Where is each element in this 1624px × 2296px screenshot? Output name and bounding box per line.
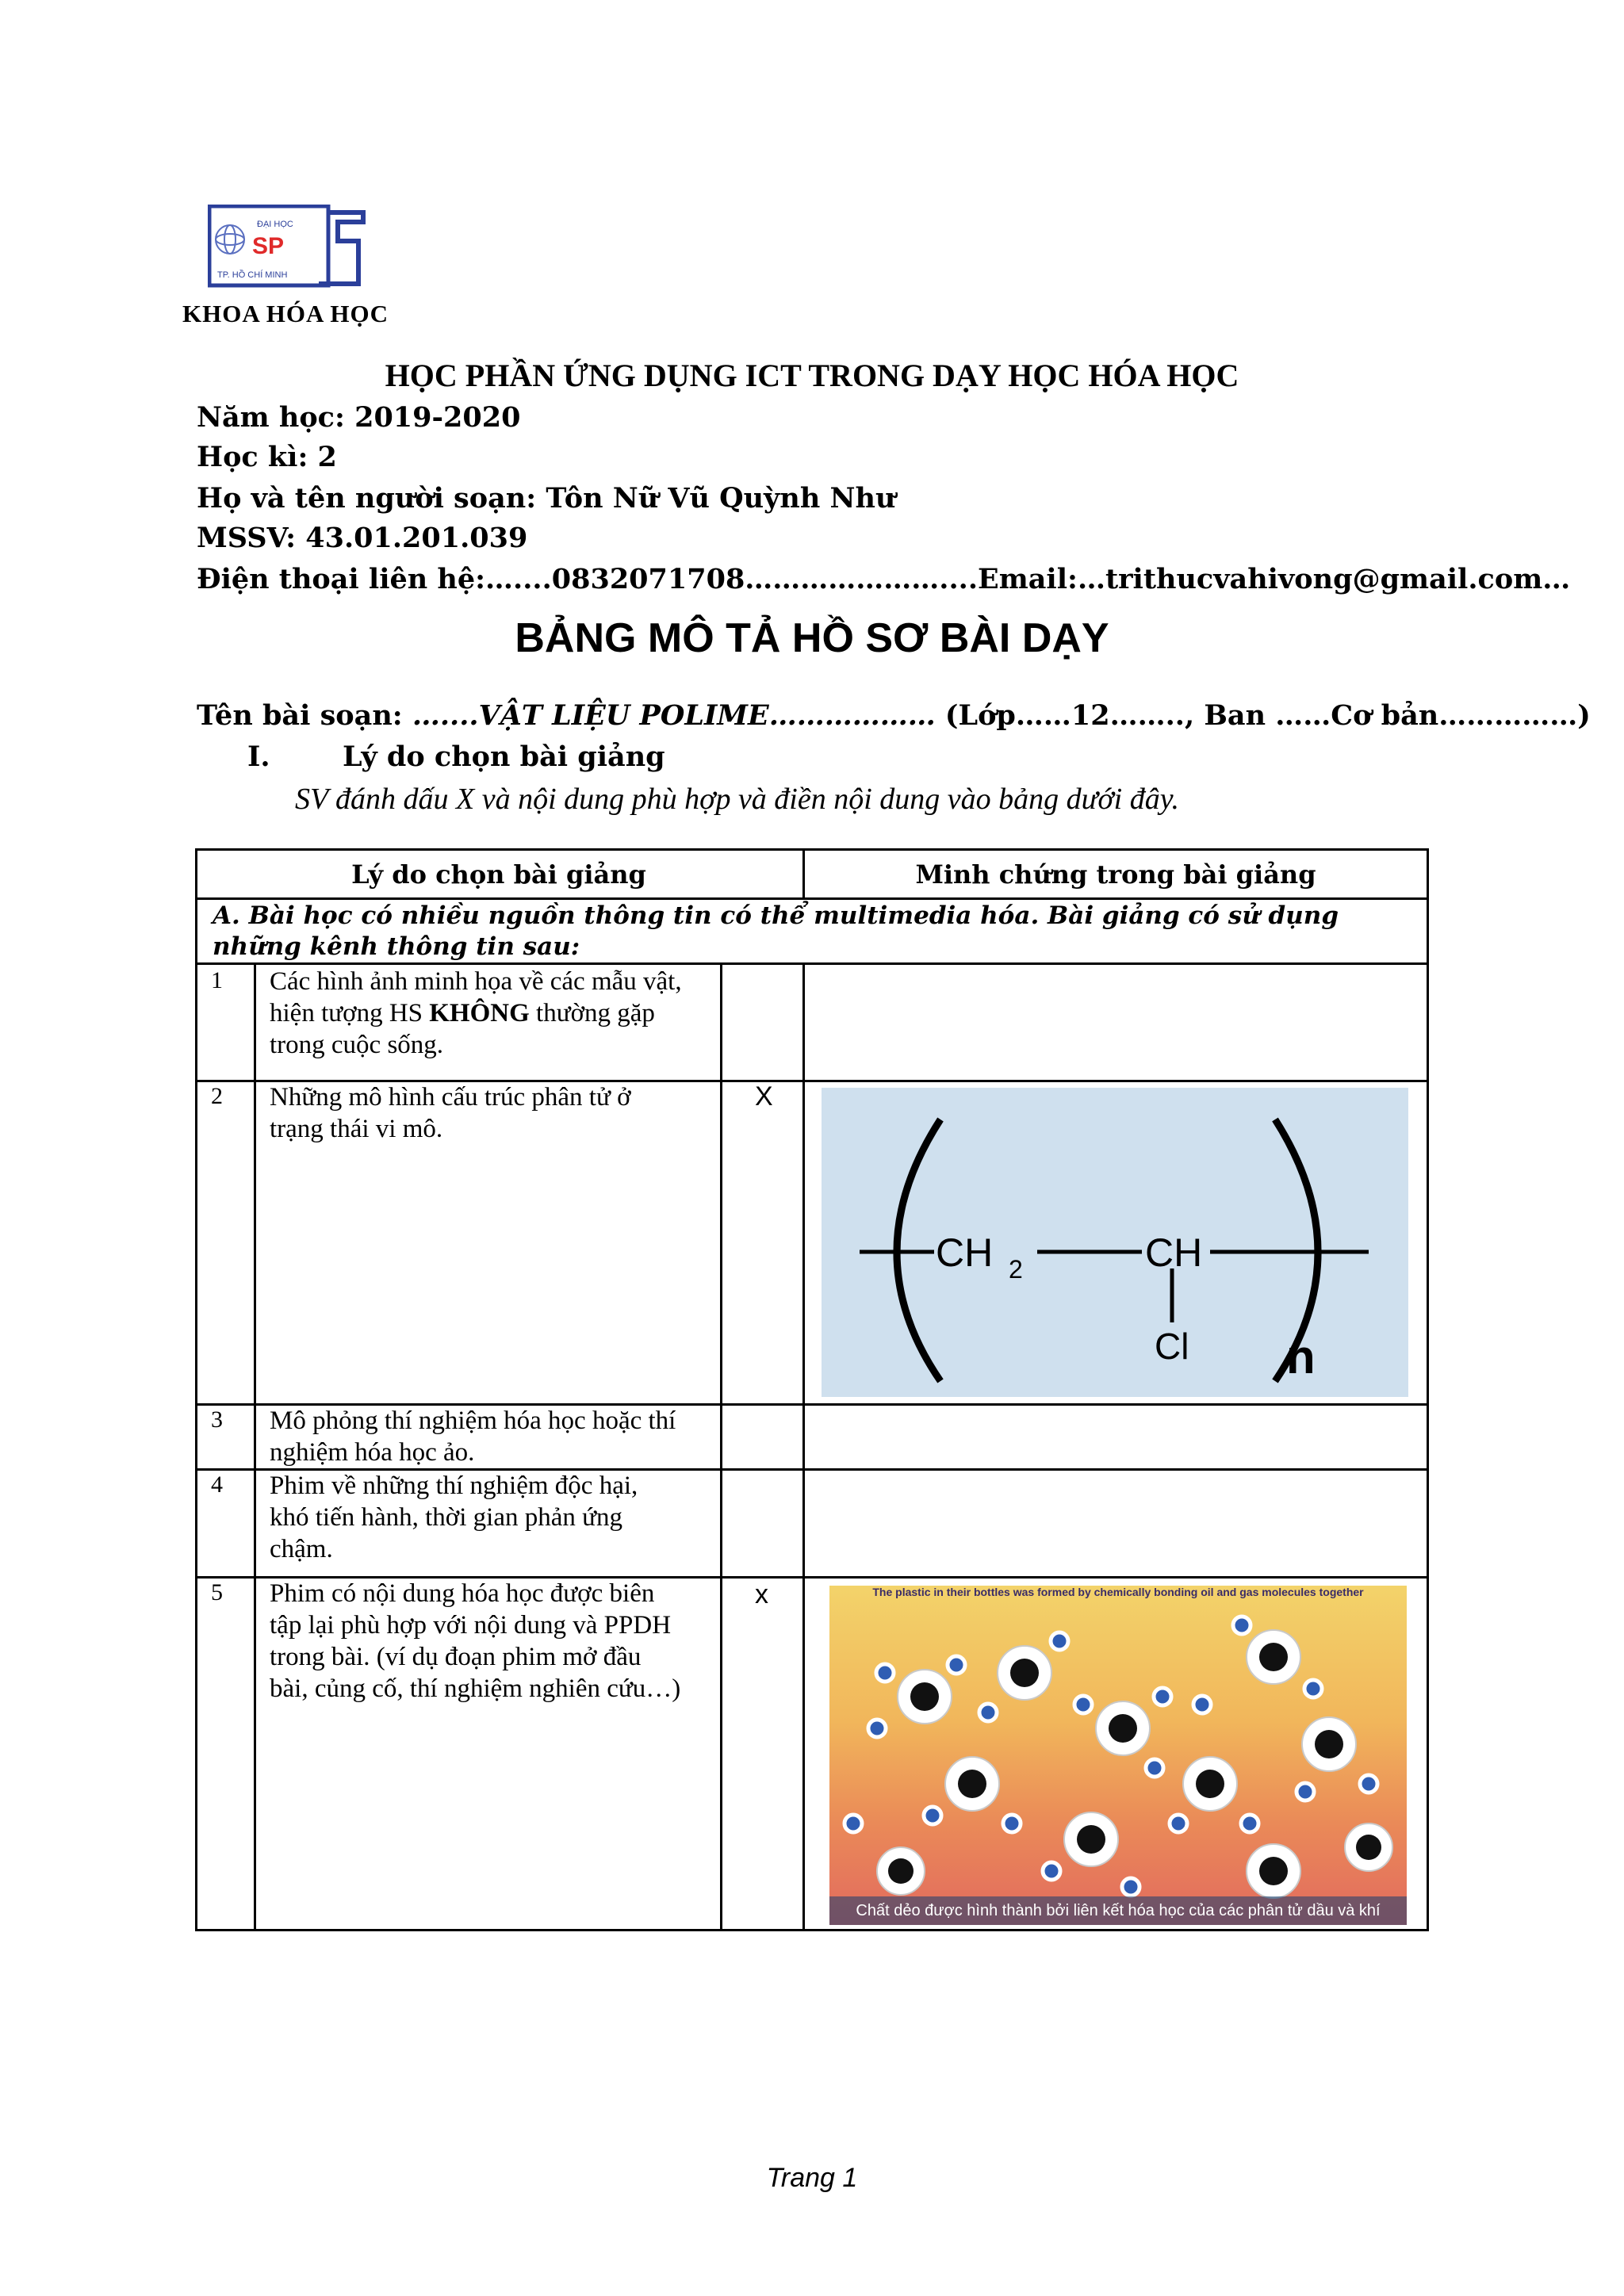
row-number: 5 [211, 1579, 223, 1605]
header-evidence: Minh chứng trong bài giảng [915, 859, 1316, 890]
section-a-text: A. Bài học có nhiều nguồn thông tin có thể multimedia hóa. Bài giảng có sử dụng những kênh thông tin sau: [213, 901, 1339, 961]
section-number: I. [247, 740, 270, 773]
svg-text:CH: CH [1145, 1230, 1203, 1275]
semester: Học kì: 2 [197, 441, 337, 473]
student-id: MSSV: 43.01.201.039 [197, 522, 528, 554]
contact-info: Điện thoại liên hệ:…....0832071708…………………....Email:…trithucvahivong@gmail.com… [197, 563, 1571, 595]
row-number: 1 [211, 967, 223, 993]
svg-text:CH: CH [936, 1230, 994, 1275]
section-instruction: SV đánh dấu X và nội dung phù hợp và điền nội dung vào bảng dưới đây. [295, 783, 1179, 816]
table-border [195, 962, 1429, 965]
table-border [195, 848, 197, 1931]
pvc-structure-image [822, 1088, 1408, 1397]
svg-text:SP: SP [252, 233, 285, 259]
row-reason: Phim về những thí nghiệm độc hại, khó tiến hành, thời gian phản ứng chậm. [270, 1471, 638, 1563]
svg-text:TP. HỒ CHÍ MINH: TP. HỒ CHÍ MINH [217, 270, 288, 280]
row-mark: x [755, 1579, 768, 1609]
table-border [195, 1929, 1429, 1931]
film-still-image [829, 1586, 1407, 1925]
row-reason: Mô phỏng thí nghiệm hóa học hoặc thí nghiệm hóa học ảo. [270, 1406, 676, 1467]
table-border [195, 897, 1429, 900]
row-reason: Các hình ảnh minh họa về các mẫu vật, hiện tượng HS KHÔNG thường gặp trong cuộc sống. [270, 967, 682, 1059]
reasons-table [195, 848, 1429, 1931]
table-border [720, 962, 722, 1931]
row-reason: Phim có nội dung hóa học được biên tập lại phù hợp với nội dung và PPDH trong bài. (ví dụ đoạn phim mở đầu bài, củng cố, thí nghiệm nghiên cứu…) [270, 1579, 681, 1703]
lesson-name: …....VẬT LIỆU POLIME……………… [412, 699, 936, 732]
lesson-line [197, 699, 1591, 732]
page-number: Trang 1 [766, 2163, 858, 2193]
film-caption: Chất dẻo được hình thành bởi liên kết hóa học của các phân tử dầu và khí [829, 1896, 1407, 1925]
author: Họ và tên người soạn: Tôn Nữ Vũ Quỳnh Như [197, 482, 896, 515]
university-logo [208, 205, 366, 290]
lesson-prefix: Tên bài soạn: [197, 699, 412, 732]
row-number: 3 [211, 1406, 223, 1433]
document-title: BẢNG MÔ TẢ HỒ SƠ BÀI DẠY [515, 615, 1109, 661]
table-border [1427, 848, 1429, 1931]
row-number: 4 [211, 1471, 223, 1498]
row-number: 2 [211, 1083, 223, 1109]
film-top-text: The plastic in their bottles was formed by chemically bonding oil and gas molecules together [872, 1586, 1364, 1598]
svg-text:2: 2 [1009, 1255, 1023, 1284]
row-reason: Những mô hình cấu trúc phân tử ở trạng thái vi mô. [270, 1083, 631, 1143]
table-border [195, 848, 1429, 851]
section-title: Lý do chọn bài giảng [343, 740, 665, 773]
course-title: HỌC PHẦN ỨNG DỤNG ICT TRONG DẠY HỌC HÓA HỌC [385, 358, 1239, 393]
row-mark: X [755, 1081, 773, 1112]
lesson-suffix: (Lớp……12…….., Ban ……Cơ bản……………) [935, 699, 1591, 732]
table-border [254, 962, 256, 1931]
svg-text:Cl: Cl [1155, 1326, 1189, 1367]
svg-text:n: n [1286, 1330, 1316, 1383]
faculty-name: KHOA HÓA HỌC [182, 300, 389, 327]
school-year: Năm học: 2019-2020 [197, 401, 521, 434]
table-border [802, 962, 805, 1931]
svg-text:ĐẠI HỌC: ĐẠI HỌC [257, 220, 293, 229]
header-reason: Lý do chọn bài giảng [351, 859, 646, 890]
